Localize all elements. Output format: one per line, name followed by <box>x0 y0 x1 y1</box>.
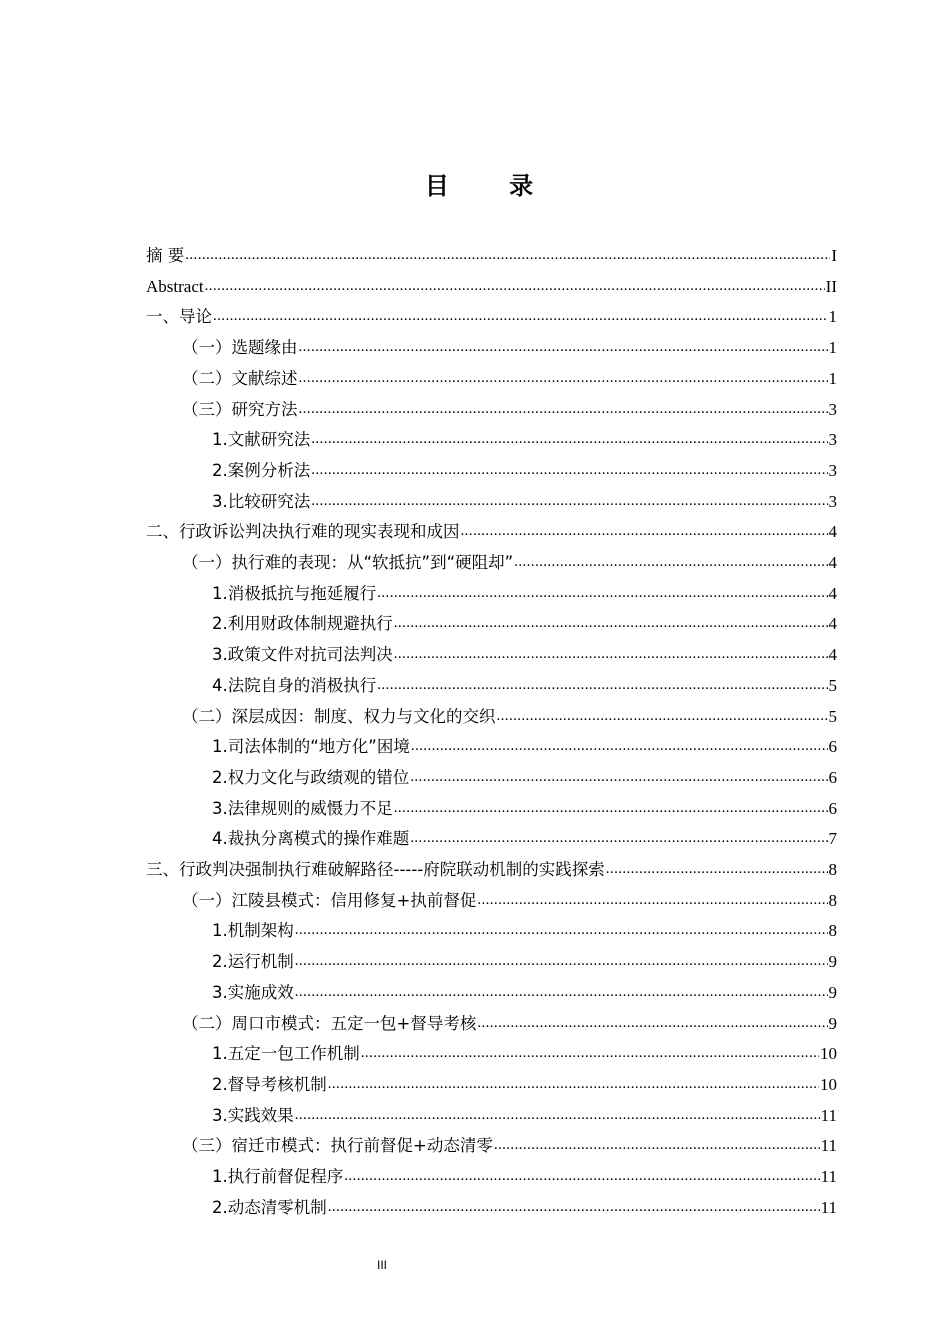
toc-entry-label: Abstract <box>146 276 204 296</box>
toc-entry[interactable] <box>212 484 837 514</box>
toc-entry-page: 8 <box>828 890 837 910</box>
toc-dot-leader <box>377 673 827 697</box>
toc-entry-label: 1.五定一包工作机制 <box>212 1044 360 1064</box>
toc-dot-leader <box>606 857 828 881</box>
toc-entry-page: 9 <box>828 982 837 1002</box>
toc-entry-label: （二）深层成因：制度、权力与文化的交织 <box>182 706 496 726</box>
toc-entry-page: 10 <box>820 1074 837 1094</box>
toc-entry-page: 3 <box>828 430 837 450</box>
toc-entry[interactable] <box>182 883 837 913</box>
toc-dot-leader <box>514 550 827 574</box>
toc-entry[interactable] <box>212 606 837 636</box>
toc-dot-leader <box>328 1072 819 1096</box>
toc-entry[interactable] <box>212 913 837 943</box>
toc-dot-leader <box>411 734 828 758</box>
toc-entry[interactable] <box>212 1098 837 1128</box>
toc-entry[interactable] <box>212 1036 837 1066</box>
toc-entry-label: 4.裁执分离模式的操作难题 <box>212 829 410 849</box>
toc-entry-label: 2.动态清零机制 <box>212 1197 327 1217</box>
toc-entry-label: 2.运行机制 <box>212 952 294 972</box>
toc-entry[interactable] <box>182 330 837 360</box>
toc-entry-page: 3 <box>828 460 837 480</box>
toc-dot-leader <box>295 1103 820 1127</box>
toc-dot-leader <box>394 611 828 635</box>
toc-entry-label: （三）宿迁市模式：执行前督促+动态清零 <box>182 1136 493 1156</box>
toc-entry-label: （三）研究方法 <box>182 399 298 419</box>
toc-dot-leader <box>377 581 827 605</box>
toc-entry-page: I <box>831 246 837 265</box>
toc-entry-page: 7 <box>828 829 837 849</box>
toc-entry-label: 2.权力文化与政绩观的错位 <box>212 767 410 787</box>
toc-dot-leader <box>185 243 830 267</box>
toc-dot-leader <box>205 274 825 298</box>
toc-dot-leader <box>477 888 827 912</box>
toc-entry-page: 10 <box>820 1044 837 1064</box>
toc-entry-label: 4.法院自身的消极执行 <box>212 675 377 695</box>
toc-entry-page: 11 <box>820 1167 837 1186</box>
toc-entry[interactable] <box>212 729 837 759</box>
toc-entry[interactable] <box>212 791 837 821</box>
toc-entry-label: 1.机制架构 <box>212 921 294 941</box>
toc-entry-page: 4 <box>828 553 837 572</box>
toc-title: 目 录 <box>424 172 560 200</box>
toc-entry[interactable] <box>212 944 837 974</box>
toc-entry[interactable] <box>146 852 837 882</box>
toc-entry[interactable] <box>182 545 837 575</box>
footer-page-number: III <box>376 1258 387 1272</box>
toc-dot-leader <box>477 1011 827 1035</box>
toc-entry[interactable] <box>212 453 837 483</box>
toc-entry-page: 11 <box>820 1105 837 1125</box>
toc-entry-label: （一）执行难的表现：从“软抵抗”到“硬阻却” <box>182 553 514 572</box>
toc-entry-page: 1 <box>828 338 837 358</box>
toc-entry-page: 9 <box>828 1013 837 1033</box>
toc-entry-page: 1 <box>828 368 837 388</box>
toc-entry[interactable] <box>212 668 837 698</box>
toc-entry-label: （二）周口市模式：五定一包+督导考核 <box>182 1013 477 1033</box>
toc-entry[interactable] <box>212 1190 837 1220</box>
toc-entry-label: （一）江陵县模式：信用修复+执前督促 <box>182 890 477 910</box>
toc-entry[interactable] <box>182 392 837 422</box>
toc-entry-page: 6 <box>828 737 837 757</box>
toc-entry-label: 1.执行前督促程序 <box>212 1167 344 1186</box>
toc-dot-leader <box>213 304 828 328</box>
toc-entry-page: 5 <box>828 675 837 695</box>
toc-entry-page: 11 <box>820 1136 837 1156</box>
toc-dot-leader <box>311 458 827 482</box>
toc-entry-page: 9 <box>828 952 837 972</box>
toc-dot-leader <box>494 1133 820 1157</box>
toc-entry-label: 3.政策文件对抗司法判决 <box>212 645 393 665</box>
toc-entry-label: 3.实施成效 <box>212 982 294 1002</box>
toc-entry-label: 2.督导考核机制 <box>212 1074 327 1094</box>
toc-dot-leader <box>295 918 828 942</box>
toc-entry-label: 二、行政诉讼判决执行难的现实表现和成因 <box>146 522 460 542</box>
toc-entry-label: 1.司法体制的“地方化”困境 <box>212 737 410 757</box>
toc-dot-leader <box>394 796 828 820</box>
toc-entry-page: 8 <box>828 860 837 879</box>
toc-entry-label: 1.文献研究法 <box>212 430 311 450</box>
toc-entry-page: 3 <box>828 399 837 419</box>
toc-entry[interactable] <box>212 422 837 452</box>
toc-entry[interactable] <box>212 576 837 606</box>
toc-entry[interactable] <box>182 1006 837 1036</box>
toc-entry-label: （一）选题缘由 <box>182 338 298 358</box>
toc-dot-leader <box>295 949 828 973</box>
toc-entry-label: 3.实践效果 <box>212 1105 294 1125</box>
toc-entry-label: 1.消极抵抗与拖延履行 <box>212 583 377 603</box>
toc-entry[interactable] <box>146 299 837 329</box>
toc-entry-label: 3.法律规则的威慑力不足 <box>212 798 393 818</box>
toc-dot-leader <box>299 397 828 421</box>
toc-entry-page: 3 <box>828 491 837 511</box>
toc-entry-page: 1 <box>828 307 837 327</box>
toc-dot-leader <box>410 765 827 789</box>
toc-dot-leader <box>295 980 828 1004</box>
toc-entry[interactable] <box>212 637 837 667</box>
toc-entry-page: II <box>825 276 837 296</box>
toc-dot-leader <box>410 826 827 850</box>
toc-entry-label: （二）文献综述 <box>182 368 298 388</box>
toc-entry-page: 4 <box>828 522 837 542</box>
toc-dot-leader <box>311 427 827 451</box>
toc-entry-page: 11 <box>820 1197 837 1217</box>
toc-entry[interactable] <box>212 1159 837 1189</box>
toc-entry-label: 3.比较研究法 <box>212 491 311 511</box>
toc-entry[interactable] <box>182 699 837 729</box>
toc-dot-leader <box>299 366 828 390</box>
toc-dot-leader <box>344 1164 819 1188</box>
toc-entry[interactable] <box>212 1067 837 1097</box>
toc-entry-page: 6 <box>828 767 837 787</box>
toc-entry[interactable] <box>182 361 837 391</box>
toc-entry[interactable] <box>146 269 837 299</box>
toc-entry-label: 一、导论 <box>146 307 212 327</box>
toc-entry-label: 三、行政判决强制执行难破解路径-----府院联动机制的实践探索 <box>146 860 605 879</box>
toc-entry-page: 5 <box>828 706 837 726</box>
toc-entry-page: 8 <box>828 921 837 941</box>
toc-dot-leader <box>361 1041 819 1065</box>
toc-dot-leader <box>497 704 828 728</box>
toc-entry[interactable] <box>212 975 837 1005</box>
toc-entry[interactable] <box>182 1128 837 1158</box>
toc-dot-leader <box>328 1195 820 1219</box>
toc-entry-page: 6 <box>828 798 837 818</box>
toc-entry[interactable] <box>212 821 837 851</box>
toc-entry-page: 4 <box>828 583 837 603</box>
toc-entry-label: 2.利用财政体制规避执行 <box>212 614 393 634</box>
toc-entry[interactable] <box>146 238 837 268</box>
toc-entry[interactable] <box>212 760 837 790</box>
toc-entry-page: 4 <box>828 614 837 634</box>
toc-entry-label: 2.案例分析法 <box>212 460 311 480</box>
toc-dot-leader <box>394 642 828 666</box>
toc-dot-leader <box>311 489 827 513</box>
toc-dot-leader <box>299 335 828 359</box>
toc-entry[interactable] <box>146 514 837 544</box>
toc-dot-leader <box>461 519 828 543</box>
toc-entry-page: 4 <box>828 645 837 665</box>
toc-entry-label: 摘 要 <box>146 246 185 265</box>
